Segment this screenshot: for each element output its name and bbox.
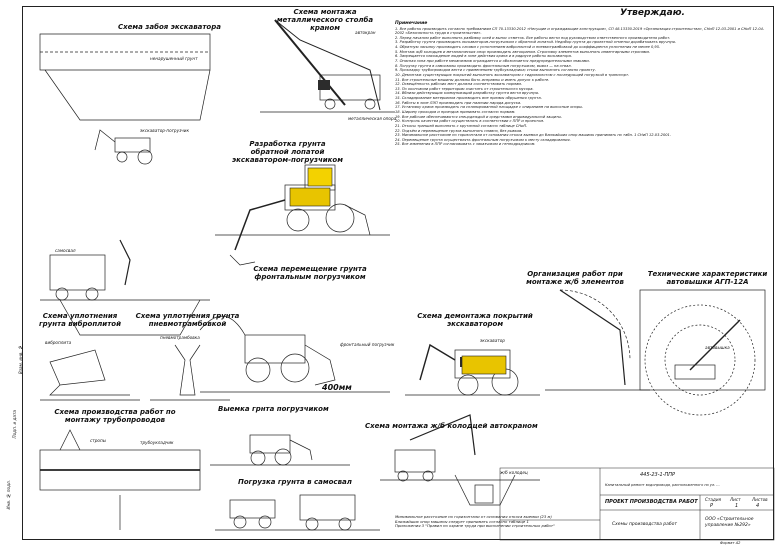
note-item: 17. Установку крана производить на спланированной площадке с опиранием на выносные опоры. (395, 105, 584, 110)
note-item: 7. Опасная зона при работе механизмов ограждается и обозначается предупредительными знаками. (395, 58, 590, 63)
note-item: 18. Ширину проходов и проездов принимать согласно нормам. (395, 109, 516, 114)
label: самосвал (55, 248, 76, 253)
bottom-note: Минимальное расстояние по горизонтали от основания откоса выемки (23 м) Ближайших опор машины следует принимать согласно таблице 1 Приложения 3 "Правил по охране труда при выполнении строительных работ" (395, 514, 555, 529)
label: фронтальный погрузчик (340, 342, 395, 347)
notes-heading: Примечание (395, 21, 428, 26)
label: стропы (90, 438, 107, 443)
label: экскаватор (480, 338, 505, 343)
label: пневмотрамбовка (160, 335, 200, 340)
scheme-title: Схема уплотнения грунта виброплитой (39, 312, 121, 328)
note-item: 1. Все работы производить согласно требованиям СП 70.13330.2012 «Несущие и ограждающие конструкции», СП 48.13330.2019 «Организация строительства», СНиП 12-03-2001 и СНиП 12-04-2002 «Безопасность труда в строительстве». (395, 26, 765, 36)
note-item: 10. Демонтаж существующих покрытий выполнять экскаватором с гидромолотом с последующей погрузкой в транспорт. (395, 72, 630, 77)
scheme-title: Схема забоя экскаватора (118, 23, 221, 31)
scheme-title: Схема монтажа ж/б колодцей автокраном (365, 422, 538, 430)
sheets-label: Листов (752, 497, 768, 502)
note-item: 13. По окончании работ территорию очистить от строительного мусора. (395, 86, 534, 91)
label: ненарушенный грунт (150, 56, 198, 61)
scheme-title: Схема демонтажа покрытий экскаватором (417, 312, 533, 328)
note-item: 3. Разработку грунта производить экскаватором-погрузчиком с обратной лопатой. Недобор грунта до проектной отметки дорабатывать вручную. (395, 40, 677, 45)
side-label: Подп. и дата (12, 410, 17, 439)
sheet-label: Лист (730, 497, 741, 502)
scheme-title: Разработка грунта обратной лопатой экскаватором-погрузчиком (232, 140, 343, 164)
address: Капитальный ремонт водопровода, расположенного по ул. ... (605, 483, 720, 487)
note-item: 21. Откосы траншей выполнять с крутизной согласно таблице СНиП. (395, 123, 528, 128)
organization: ООО «Строительное управление №292» (705, 517, 754, 528)
format: Формат А2 (720, 541, 741, 545)
note-item: 2. Перед началом работ выполнить разбивку осей и вынос отметок. Все работы вести под руководством ответственного производителя работ. (395, 35, 671, 40)
note-item: 6. Запрещается нахождение людей в зоне действия крана и в радиусе работы экскаватора. (395, 54, 572, 59)
sheet-name: Схемы производства работ (612, 522, 678, 527)
note-item: 20. Контроль качества работ осуществлять в соответствии с ППР и проектом. (395, 119, 545, 124)
scheme-title: Организация работ при монтаже ж/б элементов (526, 270, 624, 286)
scheme-title: Схема перемещение грунта фронтальным погрузчиком (253, 265, 367, 281)
note-item: 5. Монтаж ж/б колодцев и металлических опор производить автокраном. Строповку элементов выполнять инвентарными стропами. (395, 49, 650, 54)
notes-block (395, 22, 770, 147)
note-item: 11. Все строительные машины должны быть исправны и иметь допуск к работе. (395, 77, 550, 82)
stage-label: Стадия (705, 497, 722, 502)
project-name: ПРОЕКТ ПРОИЗВОДСТВА РАБОТ (605, 499, 698, 505)
doc-code: 445-23-1-ППР (640, 472, 676, 478)
note-item: 22. Подъём и перемещение грузов выполнять плавно, без рывков. (395, 128, 523, 133)
label: металлическая опора (348, 116, 397, 121)
stage-value: Р (710, 503, 714, 509)
approved-stamp: Утверждаю. (620, 8, 685, 18)
note-item: 15. Складирование материалов производить вне призмы обрушения грунта. (395, 96, 542, 101)
side-label: Инв. № подл. (6, 480, 11, 510)
sheet-value: 1 (735, 503, 739, 509)
label: автовышка (705, 345, 730, 350)
side-strip (4, 340, 22, 540)
scheme-title: Технические характеристики автовышки АГП-12А (647, 270, 768, 286)
note-item: 8. Погрузку грунта в самосвалы производить фронтальным погрузчиком, вывоз — на отвал. (395, 63, 572, 68)
label: автокран (355, 30, 376, 35)
sheets-value: 4 (756, 503, 760, 509)
scheme-title: Схема производства работ по монтажу трубопроводов (54, 408, 176, 424)
note-item: 9. Прокладку трубопроводов вести с применением трубоукладчика; стыки выполнять согласно проекту. (395, 68, 596, 73)
note-item: 4. Обратную засыпку производить слоями с уплотнением виброплитой и пневмотрамбовкой до коэффициента уплотнения не менее 0,95. (395, 45, 661, 50)
note-item: 16. Работы в зоне ЛЭП производить при наличии наряда-допуска. (395, 100, 522, 105)
scheme-title: Схема уплотнения грунта пневмотрамбовкой (135, 312, 240, 328)
scheme-title: Схема монтажа металлического столба краном (276, 8, 374, 32)
side-label: Взам. инв. № (18, 345, 23, 375)
note-item: 12. Освещённость рабочих мест должна соответствовать нормам. (395, 82, 523, 87)
note-item: 24. Перемещение грунта осуществлять фронтальным погрузчиком к месту складирования. (395, 137, 571, 142)
note-item: 25. Все изменения в ППР согласовывать с заказчиком и генподрядчиком. (395, 142, 536, 147)
note-item: 23. Минимальное расстояние по горизонтали от основания откоса выемки до ближайших опор машины принимать по табл. 1 СНиП 12-03-2001. (395, 133, 671, 138)
note-item: 14. Вблизи действующих коммуникаций разработку грунта вести вручную. (395, 91, 540, 96)
scheme-title: Выемка грнта погрузчиком (218, 405, 329, 413)
scheme-title: Погрузка грунта в самосвал (238, 478, 352, 486)
label: виброплита (45, 340, 72, 345)
label: экскаватор-погрузчик (140, 128, 190, 133)
dimension-label: 400мм (322, 383, 352, 392)
note-item: 19. Все рабочие обеспечиваются спецодеждой и средствами индивидуальной защиты. (395, 114, 563, 119)
label: ж/б колодец (500, 470, 528, 475)
label: трубоукладчик (140, 440, 174, 445)
